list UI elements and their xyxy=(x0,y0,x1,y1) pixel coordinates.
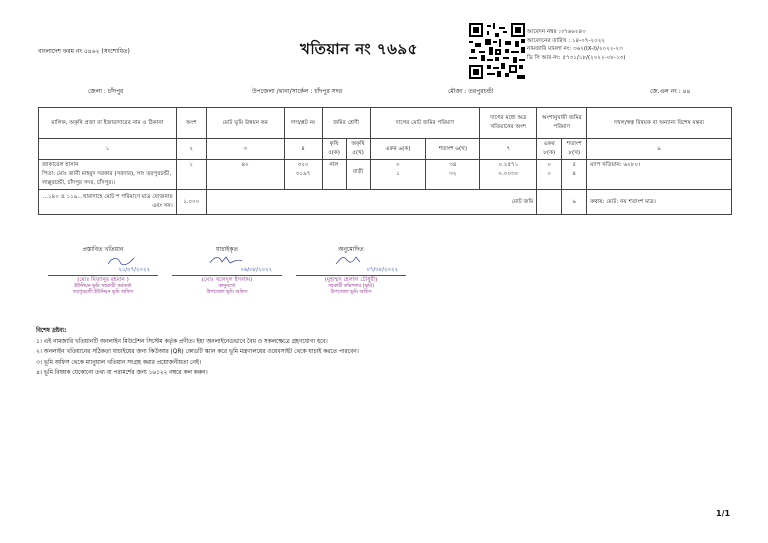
acre-value: ০ xyxy=(547,162,552,168)
signature-date: ২১/০৭/২০২২ xyxy=(118,267,150,273)
sub-header-shatangsho: শতাংশ ৬(খ) xyxy=(426,139,480,160)
krishi-cell: নাল xyxy=(322,160,346,190)
total-row xyxy=(39,190,732,215)
col-number: ১ xyxy=(39,139,177,160)
portion-value: ০.২৫৭১ xyxy=(498,162,519,168)
note-item: ৩। ভূমি অফিস থেকে ম্যানুয়াল খতিয়ান সংগ্রহ করার প্রয়োজনীয়তা নেই। xyxy=(36,359,201,366)
shatangsho2-cell xyxy=(562,160,587,190)
signatory-name: (মোঃ মিজানুর রহমান ) xyxy=(48,275,158,284)
signatory-office: উপজেলা ভূমি অফিস xyxy=(206,290,248,295)
col-land-amount-header: অংশানুযায়ী জমির পরিমাণ xyxy=(537,108,587,139)
col-number: ৯ xyxy=(587,139,732,160)
district-label: জেলা : চাঁদপুর xyxy=(88,88,124,95)
col-number: ৭ xyxy=(480,139,537,160)
share-cell: ১ xyxy=(176,160,206,190)
shatangsho-value: ৩৪ xyxy=(449,162,457,168)
col-remark-header: দখল/স্বত্ব বিষয়ক বা অন্যান্য বিশেষ মন্তব্য xyxy=(587,108,732,139)
total-value: ৯ xyxy=(562,190,587,215)
signature-date: ০৬/০৮/২০২২ xyxy=(240,267,272,273)
page-title: খতিয়ান নং ৭৬৯৫ xyxy=(300,40,418,58)
signature-scribble xyxy=(172,253,282,267)
acre-cell xyxy=(370,160,426,190)
share-total: ১.০০০ xyxy=(176,190,206,215)
col-portion-header: দাগের মধ্যে অত্র খতিয়ানের অংশ xyxy=(480,108,537,139)
sub-header-akrishi: অকৃষি ৫(খ) xyxy=(346,139,370,160)
acre-value: ১ xyxy=(396,171,400,177)
col-number: ৩ xyxy=(206,139,284,160)
signature-title: অনুমোদিত xyxy=(338,246,364,253)
col-number: ২ xyxy=(176,139,206,160)
col-dag-total-header: দাগের মোট জমির পরিমাণ xyxy=(370,108,480,139)
signatory-designation: ইউনিয়ন ভূমি সহকারী কর্মকর্তা xyxy=(74,284,132,289)
signature-approved xyxy=(296,246,406,296)
signature-verified xyxy=(172,246,282,296)
owner-cell xyxy=(39,160,177,190)
signature-scribble xyxy=(296,253,406,267)
dag-number: ৩২০ xyxy=(297,162,309,168)
acre2-cell xyxy=(537,160,562,190)
col-number: ৪ xyxy=(284,139,322,160)
dag-cell xyxy=(284,160,322,190)
owner-name: জাকারেল হাসান xyxy=(42,162,79,168)
signatory-name: (মোঃ খলেদুল ইসলাম) xyxy=(172,275,282,284)
application-number: আবেদন নম্বর :৩৭৬৬২৪৩ xyxy=(527,29,586,35)
footer-note: ...১৪০ ও ১১৯...খারাদাহে মোট শ পরিমাণে মাত্র ‍যোজনায় এবং সন। xyxy=(39,190,177,215)
akrishi-value: বাড়ী xyxy=(352,169,364,175)
signature-proposed xyxy=(48,246,158,296)
signature-title: যাচাইকৃত xyxy=(216,246,238,253)
tax-cell: ৪০ xyxy=(206,160,284,190)
akrishi-cell xyxy=(346,160,370,190)
owner-address: পিতা: মোঃ জাবী মাহমুদ সরকার (সরদার), সাং তরপুরচন্ডী, লাল্লুরচন্ডী, চাঁদপুর সদর, চাঁদপুর।। xyxy=(42,171,172,186)
col-dag-header: দাগ/প্লট নং xyxy=(284,108,322,139)
shatangsho-value: ৩২ xyxy=(449,171,457,177)
col-tax-header: মোট ভূমি উন্নয়ন কর xyxy=(206,108,284,139)
shatangsho-value: ৫ xyxy=(572,162,577,168)
shatangsho-value: ৪ xyxy=(572,171,577,177)
note-item: ১। এই নামজারি খতিয়ানটি অনলাইন মিউটেশন সিস্টেম কর্তৃক প্রণীত। ইহা অনলাইনেডভাবে বৈধ ও সকলক্ষেত্রে গ্রহণযোগ্য হবে। xyxy=(36,338,328,345)
signature-title: প্রস্তাবিত খতিয়ান xyxy=(82,246,124,253)
note-item: ৪। ভূমি বিষয়ক যেকোনো তথ্য বা পরামর্শের জন্য ১৬১২২ নম্বরে কল করুন। xyxy=(36,370,208,377)
sub-header-acre: একর ৬(ক) xyxy=(370,139,426,160)
jl-number-label: জে.এল নং : ৪৪ xyxy=(650,88,691,95)
signatory-office: তরপুরচন্ডী ইউনিয়ন ভূমি অফিস xyxy=(72,290,134,295)
sub-header-acre: একর ৮(ক) xyxy=(537,139,562,160)
portion-value: ০.০০৩০ xyxy=(498,171,519,177)
application-date: আবেদনের তারিখ : ১৪-০৭-২০২২ xyxy=(527,37,605,44)
upazila-label: উপজেলা /থানা/সার্কেল : চাঁদপুর সদর xyxy=(252,88,343,95)
qr-code-icon xyxy=(469,23,525,79)
signatory-office: উপজেলা ভূমি অফিস xyxy=(330,290,372,295)
signature-date: ০৭/০৮/২০২২ xyxy=(366,267,398,273)
shatangsho-cell xyxy=(426,160,480,190)
notes-heading: বিশেষ দ্রষ্টব্য: xyxy=(36,328,67,334)
acre-value: ০ xyxy=(547,171,552,177)
application-info xyxy=(527,28,625,62)
sub-header-krishi: কৃষি ৫(ক) xyxy=(322,139,346,160)
dag-number: ৩১৯৭ xyxy=(295,171,311,177)
portion-cell xyxy=(480,160,537,190)
page-number: 1/1 xyxy=(716,509,731,518)
col-land-class-header: জমির শ্রেণী xyxy=(322,108,370,139)
khatian-table xyxy=(38,107,732,215)
mouza-label: মৌজা : তরপুরচন্ডী xyxy=(448,88,494,95)
col-share-header: অংশ xyxy=(176,108,206,139)
note-item: ২। অনলাইন খতিয়ানের সঠিকতা যাচাইয়ের জন্য কিউআর (QR) কোডটি স্ক্যান করে ভূমি মন্ত্রণালয়ের ওয়েবসাইট থেকে যাচাই করতে পারবেন। xyxy=(36,349,359,356)
signatory-name: (মুহাম্মদ হেলাল চৌধুরী) xyxy=(296,275,406,284)
table-row xyxy=(39,160,732,190)
signatory-designation: কানুনগো xyxy=(218,284,236,289)
acre-value: ০ xyxy=(396,162,400,168)
signatory-designation: সহকারী কমিশনার (ভূমি) xyxy=(328,284,374,289)
total-label: মোট জমি xyxy=(206,190,537,215)
remark-cell: ম্যাপ খতিয়ান: ৬২৮০। xyxy=(587,160,732,190)
case-number: নামজারি মামলা নং: ৩৬২(IX-I)/২০২২-২৩ xyxy=(527,46,623,52)
sub-header-shatangsho: শতাংশ ৮(খ) xyxy=(562,139,587,160)
total-in-words: কথায়: মোট: নয় শতাংশ মাত্র। xyxy=(587,190,732,215)
dcr-number: ডি সি আর নং: ৫৭৩১/১৮/(২০২২-০৮-১৩) xyxy=(527,54,626,61)
form-number: বাংলাদেশ ফরম নং ৫৪৬২ (সংশোধিত) xyxy=(38,48,130,55)
col-owner-header: মালিক, অকৃষি প্রজা বা ইজারাদারের নাম ও ঠিকানা xyxy=(39,108,177,139)
signature-scribble xyxy=(48,253,158,267)
special-notes xyxy=(36,326,359,379)
